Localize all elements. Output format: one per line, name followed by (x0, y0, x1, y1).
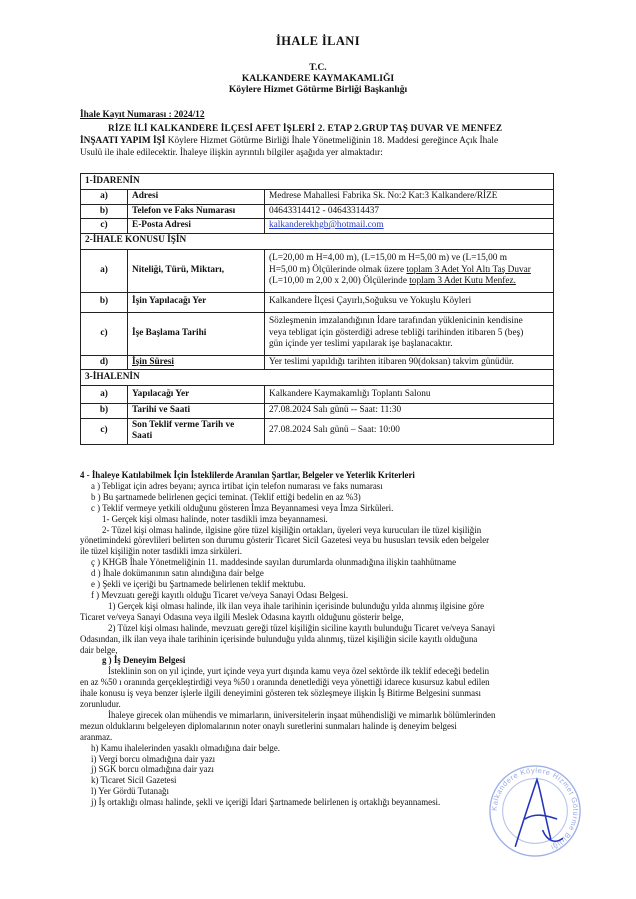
criteria-item-f1-line2: Ticaret ve/veya Sanayi Odasına veya ilgili Meslek Odasına kayıtlı olduğunu gösterir belge, (80, 611, 404, 622)
ihale-info-table (80, 173, 554, 445)
row-value: 04643314412 - 04643314437 (265, 204, 554, 219)
row-value: 27.08.2024 Salı günü – Saat: 10:00 (265, 418, 554, 444)
criteria-item-c: c ) Teklif vermeye yetkili olduğunu gösteren İmza Beyannamesi veya İmza Sirküleri. (91, 502, 394, 513)
table-row (81, 219, 554, 234)
row-value: Yer teslimi yapıldığı tarihten itibaren 90(doksan) takvim günüdür. (265, 355, 554, 370)
baslama-line-2: veya tebligat için gösterdiği adrese tebliği tarihinden itibaren 5 (beş) (269, 327, 524, 338)
table-row (81, 355, 554, 370)
table-row (81, 418, 554, 444)
intro-text-1: Köylere Hizmet Götürme Birliği İhale Yönetmeliğinin 18. Maddesi gereğince Açık İhale (165, 136, 499, 147)
criteria-item-f2-line3: dair belge, (80, 644, 118, 655)
criteria-item-i: i) Vergi borcu olmadığına dair yazı (91, 753, 216, 764)
criteria-item-e: e ) Şekli ve içeriği bu Şartnamede belirlenen teklif mektubu. (91, 579, 306, 590)
row-value: 27.08.2024 Salı günü -- Saat: 11:30 (265, 404, 554, 419)
intro-text-2: Usulü ile ihale edilecektir. İhaleye ilişkin ayrıntılı bilgiler aşağıda yer almaktadır: (80, 148, 383, 159)
criteria-item-c2-line3: ile tüzel kişiliğin noter tasdikli imza sirküleri. (80, 546, 242, 557)
criteria-item-g-line3: ihale konusu iş veya benzer işlerle ilgili deneyimini gösteren tek sözleşmeye ilişkin İş Bitirme Belgesini sunması (80, 688, 482, 699)
baslama-line-3: gün içinde yer teslimi yapılarak işe başlanacaktır. (269, 339, 453, 350)
criteria-item-l: l) Yer Gördü Tutanağı (91, 786, 169, 797)
ihale-kayit-numarasi: İhale Kayıt Numarası : 2024/12 (80, 110, 205, 120)
row-label: İşin Yapılacağı Yer (128, 292, 265, 312)
criteria-item-d: d ) İhale dokümanının satın alındığına dair belge (91, 568, 264, 579)
header-kaymakamlik: KALKANDERE KAYMAKAMLIĞI (241, 73, 395, 84)
intro-heading-line: RİZE İLİ KALKANDERE İLÇESİ AFET İŞLERİ 2. ETAP 2.GRUP TAŞ DUVAR VE MENFEZ (108, 124, 503, 134)
table-row (81, 404, 554, 419)
nitelik-line-1: (L=20,00 m H=4,00 m), (L=15,00 m H=5,00 m) ve (L=15,00 m (269, 253, 507, 264)
table-row (81, 292, 554, 312)
criteria-item-j2: j) İş ortaklığı olması halinde, şekli ve içeriği İdari Şartnamede belirlenen iş ortaklığı beyannamesi. (91, 797, 441, 808)
intro-paragraph (80, 123, 550, 160)
table-row (81, 204, 554, 219)
criteria-item-b: b ) Bu şartnamede belirlenen geçici teminat. (Teklif ettiği bedelin en az %3) (91, 491, 361, 502)
table-row (81, 386, 554, 404)
nitelik-line-3b: toplam 3 Adet Kutu Menfez. (409, 276, 516, 287)
intro-heading-bold: İNŞAATI YAPIM İŞİ (80, 136, 166, 147)
criteria-item-a: a ) Tebligat için adres beyanı; ayrıca irtibat için telefon numarası ve faks numarası (91, 480, 383, 491)
table-row (81, 190, 554, 205)
row-value (265, 249, 554, 292)
table-row (81, 249, 554, 292)
criteria-item-c2-line1: 2- Tüzel kişi olması halinde, ilgisine göre tüzel kişiliğin ortakları, üyeleri veya kurucuları ile tüzel kişiliğin (102, 524, 482, 535)
criteria-item-h: h) Kamu ihalelerinden yasaklı olmadığına dair belge. (91, 742, 281, 753)
header-tc: T.C. (309, 62, 327, 73)
row-letter: c) (81, 219, 128, 234)
criteria-section (80, 470, 558, 808)
row-value: Medrese Mahallesi Fabrika Sk. No:2 Kat:3 Kalkandere/RİZE (265, 190, 554, 205)
criteria-item-g-line1: İsteklinin son on yıl içinde, yurt içinde veya yurt dışında kamu veya özel sektörde ilk teklif edeceği bedelin (108, 666, 490, 677)
intro-heading-cont (80, 136, 498, 146)
table-row (81, 312, 554, 355)
criteria-item-g-line2: en az %50 ı oranında gerçekleştirdiği veya %50 ı oranında denetlediği veya yönettiği idarece kusursuz kabul edilen (80, 677, 490, 688)
row-letter: c) (81, 418, 128, 444)
row-letter: a) (81, 386, 128, 404)
row-label (128, 418, 265, 444)
row-letter: d) (81, 355, 128, 370)
official-seal-stamp (486, 762, 584, 860)
criteria-item-g-line7: aranmaz. (80, 731, 113, 742)
criteria-item-j: j) SGK borcu olmadığına dair yazı (91, 764, 214, 775)
stamp-text: Kalkandere Köylere Hizmet Götürme Birliği (489, 765, 581, 853)
criteria-item-g-line4: zorunludur. (80, 699, 121, 710)
header-birlik: Köylere Hizmet Götürme Birliği Başkanlığı (228, 84, 408, 95)
row-label-line-1: Son Teklif verme Tarih ve (132, 419, 235, 430)
row-label-line-2: Saati (132, 431, 153, 441)
row-value: Kalkandere İlçesi Çayırlı,Soğuksu ve Yokuşlu Köyleri (265, 292, 554, 312)
email-link[interactable]: kalkanderekhgb@hotmail.com (269, 220, 384, 230)
criteria-item-g-line5: İhaleye girecek olan mühendis ve mimarların, üniversitelerin inşaat mühendisliği ve mimarlık bölümlerinden (108, 709, 496, 720)
criteria-item-f2-line1: 2) Tüzel kişi olması halinde, mevzuatı gereği tüzel kişiliğin siciline kayıtlı bulunduğu Ticaret ve/veya Sanayi (108, 622, 496, 633)
row-label: Yapılacağı Yer (128, 386, 265, 404)
nitelik-line-3a: (L=10,00 m 2,00 x 2,00) Ölçülerinde (269, 276, 410, 287)
section-ihalenin: 3-İHALENİN (81, 370, 554, 386)
row-label: Telefon ve Faks Numarası (128, 204, 265, 219)
document-title: İHALE İLANI (276, 34, 360, 48)
row-label: İşe Başlama Tarihi (128, 312, 265, 355)
row-letter: b) (81, 204, 128, 219)
criteria-item-f1-line1: 1) Gerçek kişi olması halinde, ilk ilan veya ihale tarihinin içerisinde bulunduğu yılda alınmış ilgisine göre (108, 600, 485, 611)
row-label: Adresi (128, 190, 265, 205)
criteria-item-cc: ç ) KHGB İhale Yönetmeliğinin 11. maddesinde sayılan durumlarda olunmadığına ilişkin taahhütname (91, 557, 457, 568)
criteria-item-f: f ) Mevzuatı gereği kayıtlı olduğu Ticaret ve/veya Sanayi Odası Belgesi. (91, 589, 349, 600)
criteria-item-f2-line2: Odasından, ilk ilan veya ihale tarihinin içerisinde bulunduğu yılda alınmış, tüzel kişiliğin sicile kayıtlı olduğuna (80, 633, 478, 644)
row-label: Niteliği, Türü, Miktarı, (128, 249, 265, 292)
row-letter: b) (81, 292, 128, 312)
nitelik-line-2a: H=5,00 m) Ölçülerinde olmak üzere (269, 264, 407, 275)
nitelik-line-2b: toplam 3 Adet Yol Altı Taş Duvar (406, 264, 531, 275)
section-ihale-konusu: 2-İHALE KONUSU İŞİN (81, 233, 554, 249)
row-letter: c) (81, 312, 128, 355)
criteria-item-c2-line2: yönetimindeki görevlileri belirten son durumu gösterir Ticaret Sicil Gazetesi veya bu hususları tevsik eden belgeler (80, 535, 490, 546)
criteria-item-g-line6: mezun olduklarını belgeleyen diplomalarının noter onaylı suretlerini sunmaları halinde iş deneyim belgesi (80, 720, 457, 731)
row-label: E-Posta Adresi (128, 219, 265, 234)
criteria-item-c1: 1- Gerçek kişi olması halinde, noter tasdikli imza beyannamesi. (102, 513, 328, 524)
section-idarenin: 1-İDARENİN (81, 174, 554, 190)
baslama-line-1: Sözleşmenin imzalandığının İdare tarafından yüklenicinin kendisine (269, 316, 523, 327)
row-label: İşin Süresi (128, 355, 265, 370)
row-letter: a) (81, 249, 128, 292)
criteria-item-k: k) Ticaret Sicil Gazetesi (91, 775, 177, 786)
criteria-heading: 4 - İhaleye Katılabilmek İçin İsteklilerde Aranılan Şartlar, Belgeler ve Yeterlik Kriterleri (80, 470, 415, 480)
row-value: Kalkandere Kaymakamlığı Toplantı Salonu (265, 386, 554, 404)
row-letter: a) (81, 190, 128, 205)
row-label: Tarihi ve Saati (128, 404, 265, 419)
row-value (265, 312, 554, 355)
criteria-item-g: g ) İş Deneyim Belgesi (102, 655, 186, 666)
row-letter: b) (81, 404, 128, 419)
